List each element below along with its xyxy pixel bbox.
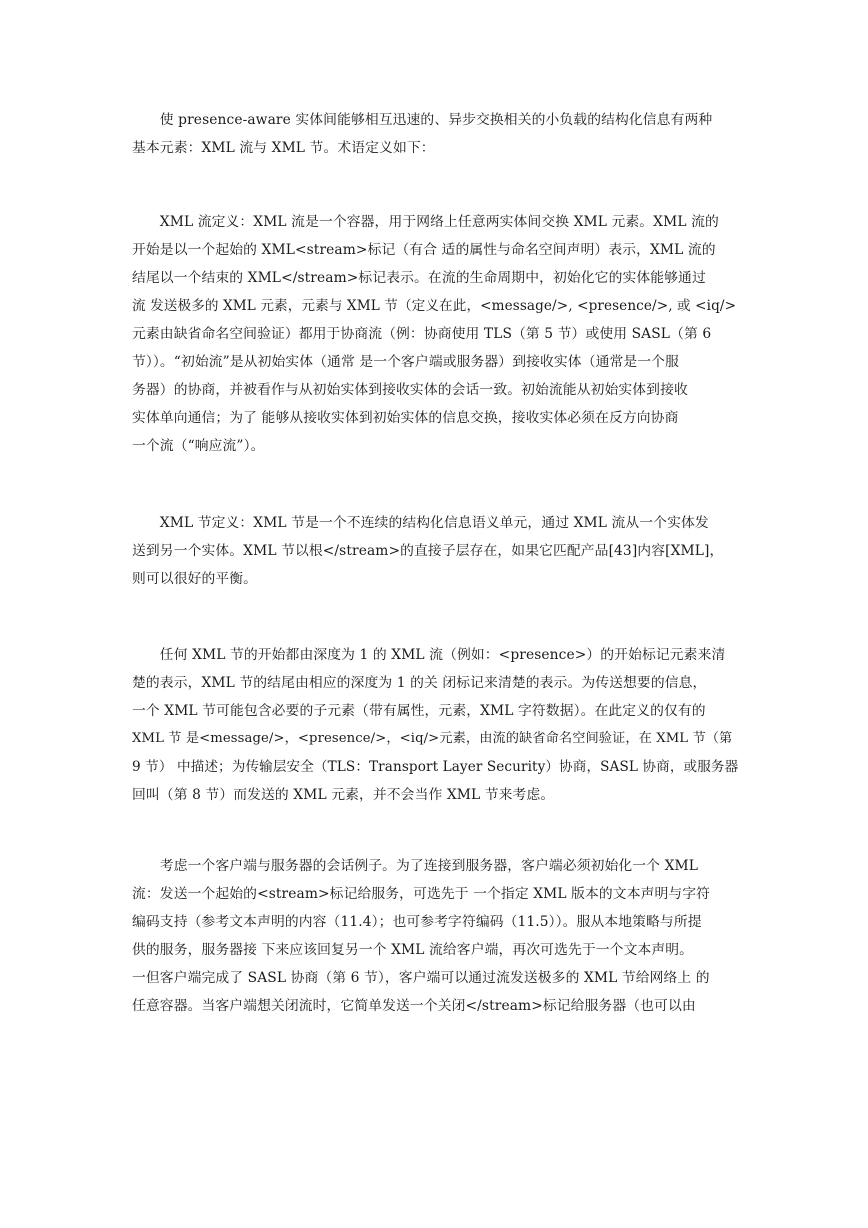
- paragraph-session-example: [132, 852, 738, 1020]
- text-line: 流 发送极多的 XML 元素，元素与 XML 节（定义在此，<message/>, <presence/>, 或 <iq/>: [132, 298, 737, 314]
- document-page: [132, 106, 738, 1020]
- text-line: XML 流定义：XML 流是一个容器，用于网络上任意两实体间交换 XML 元素。XML 流的: [132, 214, 719, 230]
- text-line: 实体单向通信；为了 能够从接收实体到初始实体的信息交换，接收实体必须在反方向协商: [132, 410, 679, 426]
- text-line: 基本元素：XML 流与 XML 节。术语定义如下：: [132, 140, 435, 156]
- text-line: 开始是以一个起始的 XML<stream>标记（有合 适的属性与命名空间声明）表示，XML 流的: [132, 242, 716, 258]
- text-line: 一个 XML 节可能包含必要的子元素（带有属性，元素，XML 字符数据）。在此定义的仅有的: [132, 703, 706, 719]
- text-line: 则可以很好的平衡。: [132, 571, 258, 587]
- text-line: 编码支持（参考文本声明的内容（11.4）；也可参考字符编码（11.5））。服从本地策略与所提: [132, 914, 702, 930]
- text-line: 任何 XML 节的开始都由深度为 1 的 XML 流（例如：<presence>）的开始标记元素来清: [132, 647, 726, 663]
- text-line: 务器）的协商，并被看作与从初始实体到接收实体的会话一致。初始流能从初始实体到接收: [132, 382, 688, 398]
- text-line: 一个流（“响应流”）。: [132, 438, 265, 454]
- text-line: 任意容器。当客户端想关闭流时，它简单发送一个关闭</stream>标记给服务器（也可以由: [132, 998, 696, 1014]
- text-line: 一但客户端完成了 SASL 协商（第 6 节），客户端可以通过流发送极多的 XML 节给网络上 的: [132, 970, 710, 986]
- text-line: 元素由缺省命名空间验证）都用于协商流（例：协商使用 TLS（第 5 节）或使用 SASL（第 6: [132, 326, 712, 342]
- paragraph-xml-stream-definition: [132, 208, 738, 460]
- text-line: 送到另一个实体。XML 节以根</stream>的直接子层存在，如果它匹配产品[43]内容[XML]，: [132, 543, 724, 559]
- text-line: 节））。“初始流”是从初始实体（通常 是一个客户端或服务器）到接收实体（通常是一个服: [132, 354, 679, 370]
- text-line: 考虑一个客户端与服务器的会话例子。为了连接到服务器，客户端必须初始化一个 XML: [132, 858, 698, 874]
- text-line: 使 presence-aware 实体间能够相互迅速的、异步交换相关的小负载的结构化信息有两种: [132, 112, 713, 128]
- text-line: 供的服务，服务器接 下来应该回复另一个 XML 流给客户端，再次可选先于一个文本声明。: [132, 942, 694, 958]
- text-line: XML 节定义：XML 节是一个不连续的结构化信息语义单元，通过 XML 流从一个实体发: [132, 515, 709, 531]
- paragraph-intro: [132, 106, 738, 162]
- text-line: 9 节） 中描述；为传输层安全（TLS：Transport Layer Security）协商，SASL 协商，或服务器: [132, 759, 739, 775]
- text-line: 回叫（第 8 节）而发送的 XML 元素，并不会当作 XML 节来考虑。: [132, 787, 555, 803]
- text-line: XML 节 是<message/>，<presence/>，<iq/>元素，由流的缺省命名空间验证，在 XML 节（第: [132, 731, 733, 746]
- text-line: 结尾以一个结束的 XML</stream>标记表示。在流的生命周期中，初始化它的实体能够通过: [132, 270, 706, 286]
- paragraph-xml-stanza-definition: [132, 509, 738, 593]
- paragraph-stanza-boundaries: [132, 641, 738, 809]
- text-line: 楚的表示，XML 节的结尾由相应的深度为 1 的关 闭标记来清楚的表示。为传送想要的信息，: [132, 675, 707, 691]
- text-line: 流：发送一个起始的<stream>标记给服务，可选先于 一个指定 XML 版本的文本声明与字符: [132, 886, 711, 902]
